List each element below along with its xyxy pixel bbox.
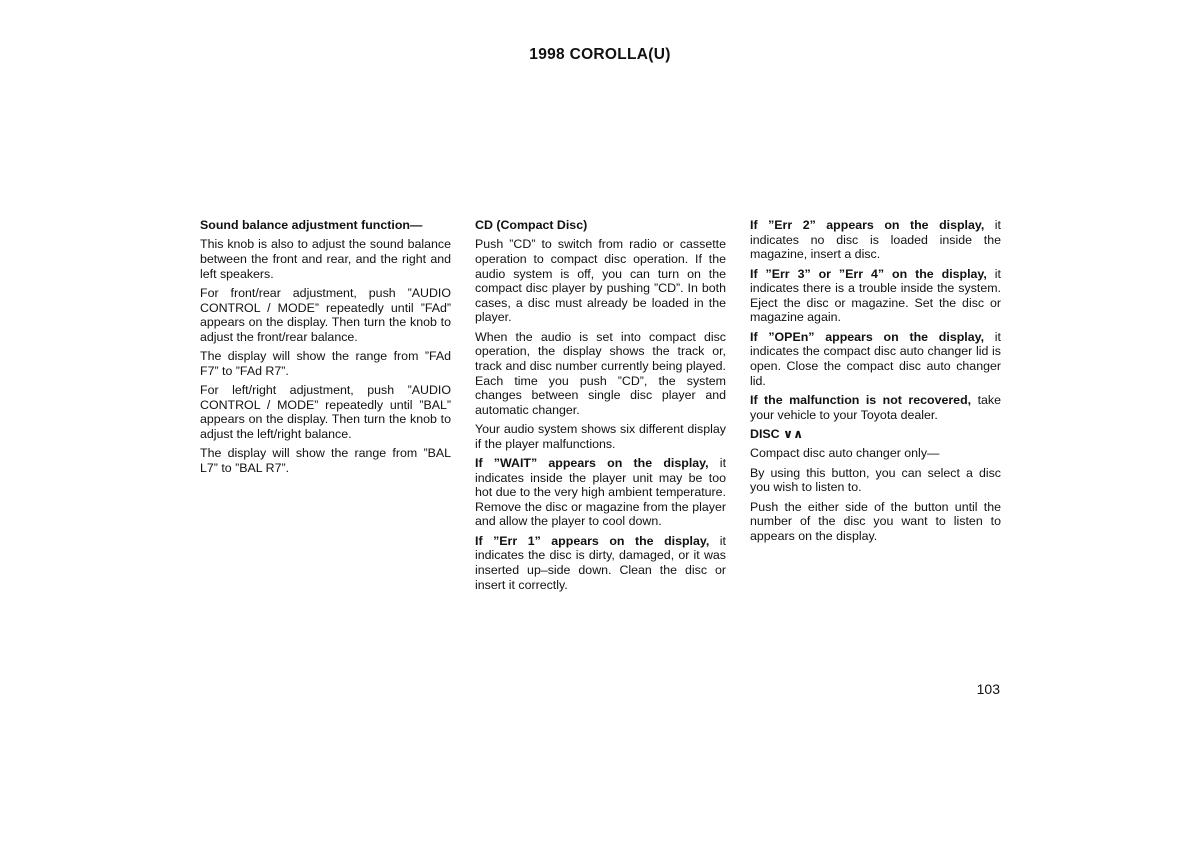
paragraph (475, 534, 726, 592)
paragraph (750, 218, 1001, 262)
paragraph: Compact disc auto changer only— (750, 446, 940, 461)
paragraph: Your audio system shows six different display if the player malfunctions. (475, 422, 726, 451)
column-compact-disc (475, 218, 726, 597)
paragraph: The display will show the range from ”FAd F7” to ”FAd R7”. (200, 349, 451, 378)
paragraph-text: take your vehicle to your Toyota dealer. (750, 392, 1001, 422)
page-number: 103 (976, 681, 1000, 697)
paragraph: This knob is also to adjust the sound balance between the front and rear, and the right and left speakers. (200, 237, 451, 281)
section-heading: Sound balance adjustment function— (200, 218, 423, 232)
paragraph (750, 330, 1001, 388)
column-sound-balance (200, 218, 451, 480)
bold-lead: If ”Err 3” or ”Err 4” on the display, (750, 266, 987, 281)
paragraph-text: it indicates inside the player unit may be too hot due to the very high ambient temperature. Remove the disc or magazine from the player and allow the player to cool down. (475, 456, 727, 529)
disc-heading: DISC ∨∧ (750, 426, 804, 441)
bold-lead: If ”OPEn” appears on the display, (750, 329, 985, 344)
paragraph: Push the either side of the button until the number of the disc you want to listen to appears on the display. (750, 499, 1001, 543)
column-error-codes (750, 218, 1001, 548)
page-header-title: 1998 COROLLA(U) (529, 46, 671, 63)
paragraph (750, 393, 1001, 422)
paragraph-text: it indicates the disc is dirty, damaged, or it was inserted up–side down. Clean the disc or insert it correctly. (475, 533, 726, 592)
paragraph (475, 456, 726, 529)
paragraph-text: it indicates no disc is loaded inside the magazine, insert a disc. (750, 218, 1001, 262)
section-heading: CD (Compact Disc) (475, 218, 588, 232)
paragraph: For left/right adjustment, push ”AUDIO CONTROL / MODE” repeatedly until ”BAL” appears on the display. Then turn the knob to adjust the left/right balance. (200, 383, 451, 441)
paragraph (750, 267, 1001, 325)
paragraph: Push ”CD” to switch from radio or cassette operation to compact disc operation. If the audio system is off, you can turn on the compact disc player by pushing ”CD”. In both cases, a disc must already be loaded in the player. (475, 237, 726, 325)
paragraph: For front/rear adjustment, push ”AUDIO CONTROL / MODE” repeatedly until ”FAd” appears on the display. Then turn the knob to adjust the front/rear balance. (200, 285, 451, 344)
bold-lead: If ”Err 1” appears on the display, (475, 533, 710, 548)
bold-lead: If the malfunction is not recovered, (750, 392, 972, 407)
bold-lead: If ”WAIT” appears on the display, (475, 456, 709, 471)
paragraph-text: it indicates there is a trouble inside the system. Eject the disc or magazine. Set the disc or magazine again. (750, 266, 1002, 325)
paragraph: When the audio is set into compact disc operation, the display shows the track or, track and disc number currently being played. Each time you push ”CD”, the system changes between single disc player and automatic changer. (475, 329, 726, 417)
paragraph-text: it indicates the compact disc auto changer lid is open. Close the compact disc auto changer lid. (750, 329, 1001, 388)
bold-lead: If ”Err 2” appears on the display, (750, 218, 985, 232)
paragraph: By using this button, you can select a disc you wish to listen to. (750, 465, 1001, 495)
paragraph: The display will show the range from ”BAL L7” to ”BAL R7”. (200, 446, 451, 475)
